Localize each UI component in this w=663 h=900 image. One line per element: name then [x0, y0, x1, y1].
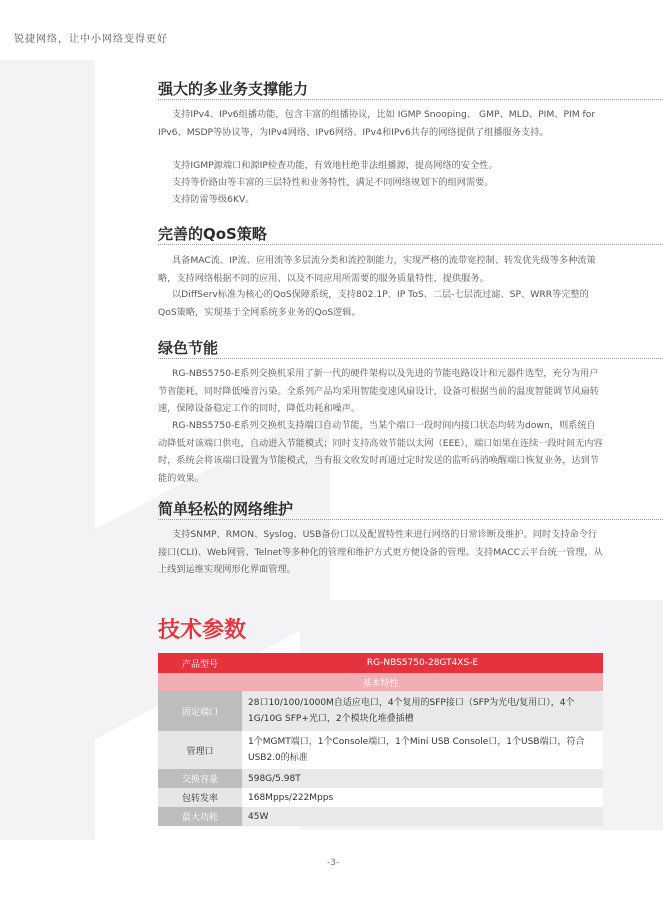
page-header-slogan: 锐捷网络，让中小网络变得更好: [14, 34, 168, 45]
spec-row-label: 管理口: [158, 731, 242, 769]
table-row: [158, 807, 603, 826]
spec-header-label: 产品型号: [158, 653, 242, 673]
spec-subheader: 基本特性: [158, 673, 603, 691]
paragraph: 支持IGMP源端口和源IP检查功能，有效地杜绝非法组播源，提高网络的安全性。: [172, 160, 498, 171]
table-row: [158, 769, 603, 788]
spec-row-value: 1个MGMT端口，1个Console端口，1个Mini USB Console口，1个USB端口，符合USB2.0的标准: [242, 731, 603, 769]
spec-row-label: 最大功耗: [158, 807, 242, 826]
spec-title: 技术参数: [158, 618, 247, 643]
spec-header-value: RG-NBS5750-28GT4XS-E: [242, 653, 603, 673]
spec-row-value: 168Mpps/222Mpps: [242, 788, 603, 807]
spec-row-label: 包转发率: [158, 788, 242, 807]
spec-row-label: 固定端口: [158, 691, 242, 731]
table-row: [158, 731, 603, 769]
paragraph: RG-NBS5750-E系列交换机支持端口自动节能，当某个端口一段时间内接口状态均转为down，则系统自动降低对该端口供电，自动进入节能模式；同时支持高效节能以太网（EEE），端口如果在连续一段时间无内容时，系统会将该端口设置为节能模式，当有报文收发时再通过定时发送的监听码消唤醒端口恢复业务，达到节能的效果。: [158, 420, 603, 484]
spec-header-row: [158, 653, 603, 673]
table-row: [158, 691, 603, 731]
paragraph: 以DiffServ标准为核心的QoS保障系统，支持802.1P、IP ToS、二层-七层流过滤、SP、WRR等完整的QoS策略，实现基于全网系统多业务的QoS逻辑。: [158, 289, 589, 318]
paragraph: 支持IPv4、IPv6组播功能，包含丰富的组播协议，比如 IGMP Snooping、 GMP、MLD、PIM、PIM for IPv6、MSDP等协议等，为IPv4网络、IPv6网络、IPv4和IPv6共存的网络提供了组播服务支持。: [158, 109, 596, 138]
paragraph: 具备MAC流、IP流、应用流等多层流分类和流控制能力，实现严格的流带宽控制、转发优先级等多种流策略，支持网络根据不同的应用、以及不同应用所需要的服务质量特性，提供服务。: [158, 255, 596, 284]
spec-row-value: 598G/5.98T: [242, 769, 603, 788]
spec-row-label: 交换容量: [158, 769, 242, 788]
section-divider: [158, 99, 663, 100]
section-divider: [158, 519, 663, 520]
spec-table: [158, 653, 603, 826]
paragraph: RG-NBS5750-E系列交换机采用了新一代的硬件架构以及先进的节能电路设计和元器件选型，充分为用户节省能耗，同时降低噪音污染。全系列产品均采用智能变速风扇设计，设备可根据当前的温度智能调节风扇转速，保障设备稳定工作的同时，降低功耗和噪声。: [158, 368, 599, 414]
spec-row-value: 45W: [242, 807, 603, 826]
section-title-multiservice: 强大的多业务支撑能力: [158, 80, 309, 98]
spec-subheader-row: [158, 673, 603, 691]
paragraph: 支持防雷等级6KV。: [172, 194, 255, 205]
paragraph: 支持等价路由等丰富的三层特性和业务特性，满足不同网络规划下的组网需要。: [172, 177, 494, 188]
page-number: -3-: [327, 858, 340, 868]
spec-row-value: 28口10/100/1000M自适应电口，4个复用的SFP接口（SFP为光电/复用口），4个1G/10G SFP+光口，2个模块化堆叠插槽: [242, 691, 603, 731]
section-divider: [158, 244, 663, 245]
table-row: [158, 788, 603, 807]
section-title-green-energy: 绿色节能: [158, 339, 219, 357]
section-title-maintenance: 简单轻松的网络维护: [158, 500, 294, 518]
paragraph: 支持SNMP、RMON、Syslog、USB备份口以及配置特性来进行网络的日常诊断及维护。同时支持命令行接口(CLI)、Web网管、Telnet等多种化的管理和维护方式更方便设备的管理。支持MACC云平台统一管理，从上线到运维实现网形化界面管理。: [158, 529, 603, 575]
section-title-qos: 完善的QoS策略: [158, 225, 267, 243]
section-divider: [158, 358, 663, 359]
